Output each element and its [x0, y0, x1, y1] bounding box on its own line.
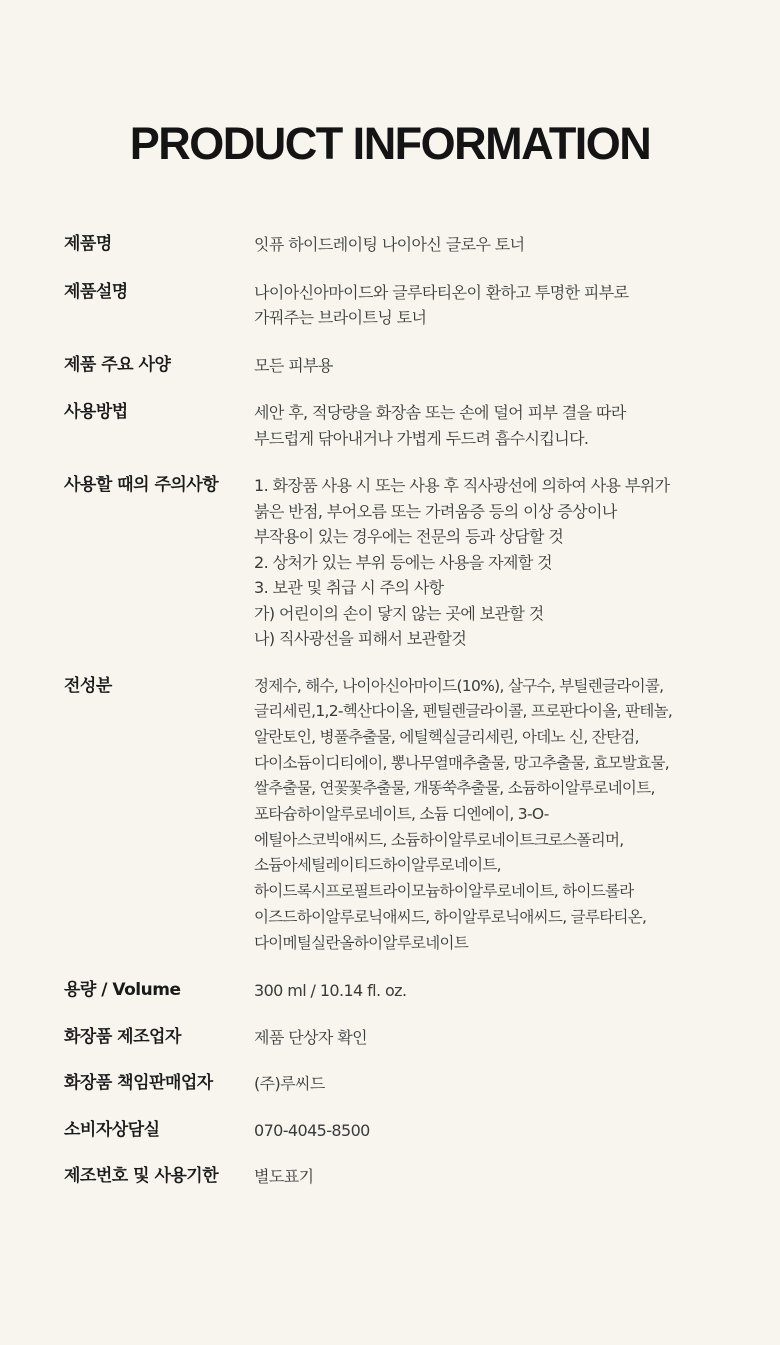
value-line: 나) 직사광선을 피해서 보관할것 — [254, 629, 467, 648]
value-line: 하이드록시프로필트라이모늄하이알루로네이트, 하이드롤라 — [254, 882, 634, 901]
value-line: 가꿔주는 브라이트닝 토너 — [254, 308, 427, 327]
value-line: 다이메틸실란올하이알루로네이트 — [254, 933, 469, 952]
value-line: (주)루씨드 — [254, 1074, 325, 1094]
row-value — [254, 978, 764, 1004]
info-row-ingredients — [64, 674, 764, 957]
row-label: 화장품 제조업자 — [64, 1026, 181, 1047]
row-value — [254, 1025, 764, 1051]
value-line: 붉은 반점, 부어오름 또는 가려움증 등의 이상 증상이나 — [254, 501, 617, 521]
row-label: 제품 주요 사양 — [64, 354, 171, 375]
value-line: 세안 후, 적당량을 화장솜 또는 손에 덜어 피부 결을 따라 — [254, 403, 626, 422]
value-line: 가) 어린이의 손이 닿지 않는 곳에 보관할 것 — [254, 603, 544, 623]
info-row-distributor — [64, 1071, 764, 1097]
row-value — [254, 1118, 764, 1144]
value-line: 포타슘하이알루로네이트, 소듐 디엔에이, 3-O- — [254, 805, 549, 824]
info-row-usage — [64, 400, 764, 451]
row-value — [254, 1071, 764, 1097]
value-line: 070-4045-8500 — [254, 1120, 370, 1140]
value-line: 에틸아스코빅애씨드, 소듐하이알루로네이트크로스폴리머, — [254, 830, 624, 849]
row-label: 소비자상담실 — [64, 1119, 160, 1140]
value-line: 다이소듐이디티에이, 뽕나무열매추출물, 망고추출물, 효모발효물, — [254, 753, 669, 772]
value-line: 나이아신아마이드와 글루타티온이 환하고 투명한 피부로 — [254, 282, 629, 302]
row-label: 용량 / Volume — [64, 980, 181, 1001]
value-line: 3. 보관 및 취급 시 주의 사항 — [254, 578, 444, 597]
info-row-product-description — [64, 280, 764, 331]
row-label: 제조번호 및 사용기한 — [64, 1166, 219, 1187]
row-value — [254, 353, 764, 379]
info-row-customer-service — [64, 1118, 764, 1144]
row-value — [254, 1164, 764, 1190]
value-line: 제품 단상자 확인 — [254, 1027, 367, 1047]
info-row-volume — [64, 978, 764, 1004]
value-line: 소듐아세틸레이티드하이알루로네이트, — [254, 856, 501, 875]
product-info-table — [64, 232, 764, 1190]
value-line: 300 ml / 10.14 fl. oz. — [254, 981, 407, 1001]
row-label: 사용방법 — [64, 402, 128, 422]
value-line: 알란토인, 병풀추출물, 에틸헥실글리세린, 아데노 신, 잔탄검, — [254, 727, 639, 746]
row-value — [254, 674, 764, 957]
info-row-lot-expiry — [64, 1164, 764, 1190]
value-line: 1. 화장품 사용 시 또는 사용 후 직사광선에 의하여 사용 부위가 — [254, 476, 670, 495]
row-label: 제품명 — [64, 234, 112, 254]
row-value — [254, 280, 764, 331]
info-row-main-spec — [64, 353, 764, 379]
info-row-manufacturer — [64, 1025, 764, 1051]
value-line: 글리세린,1,2-헥산다이올, 펜틸렌글라이콜, 프로판다이올, 판테놀, — [254, 702, 673, 721]
value-line: 잇퓨 하이드레이팅 나이아신 글로우 토너 — [254, 235, 525, 254]
info-row-precautions — [64, 473, 764, 652]
row-label: 화장품 책임판매업자 — [64, 1073, 213, 1094]
row-value — [254, 400, 764, 451]
value-line: 정제수, 해수, 나이아신아마이드(10%), 살구수, 부틸렌글라이콜, — [254, 676, 664, 695]
value-line: 별도표기 — [254, 1167, 314, 1187]
row-value — [254, 232, 764, 258]
row-value — [254, 473, 764, 652]
row-label: 제품설명 — [64, 281, 128, 302]
value-line: 부작용이 있는 경우에는 전문의 등과 상담할 것 — [254, 527, 564, 546]
row-label: 전성분 — [64, 675, 112, 696]
value-line: 쌀추출물, 연꽃꽃추출물, 개똥쑥추출물, 소듐하이알루로네이트, — [254, 779, 655, 798]
value-line: 2. 상처가 있는 부위 등에는 사용을 자제할 것 — [254, 552, 553, 572]
info-row-product-name — [64, 232, 764, 258]
value-line: 모든 피부용 — [254, 355, 333, 375]
row-label: 사용할 때의 주의사항 — [64, 475, 219, 495]
value-line: 부드럽게 닦아내거나 가볍게 두드려 흡수시킵니다. — [254, 428, 589, 448]
page-title: PRODUCT INFORMATION — [129, 118, 651, 169]
value-line: 이즈드하이알루로닉애씨드, 하이알루로닉애씨드, 글루타티온, — [254, 907, 647, 926]
